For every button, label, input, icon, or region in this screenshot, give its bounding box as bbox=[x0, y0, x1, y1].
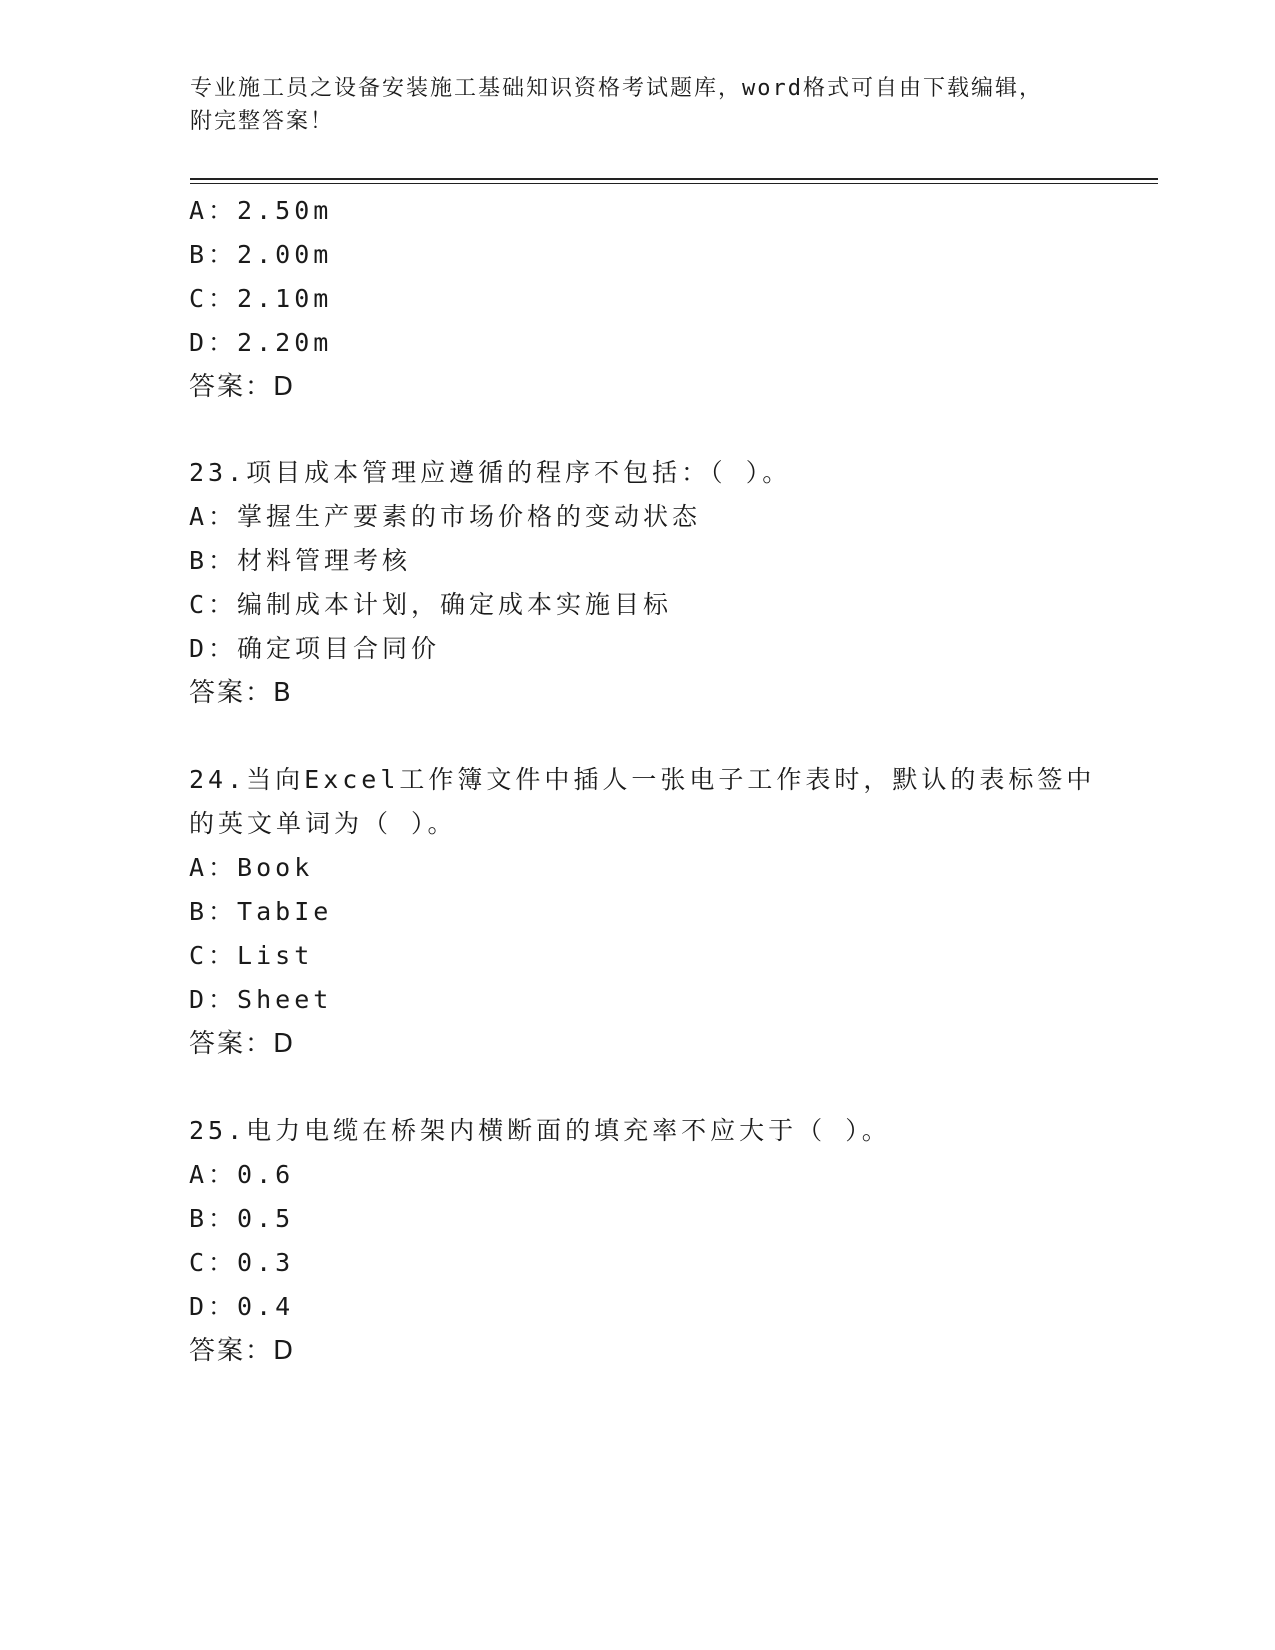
q24-option-c: C：List bbox=[189, 941, 314, 970]
q23-option-a: A：掌握生产要素的市场价格的变动状态 bbox=[189, 502, 702, 531]
q23-stem: 23.项目成本管理应遵循的程序不包括：（ ）。 bbox=[189, 458, 792, 487]
q22-option-a: A：2.50m bbox=[189, 196, 333, 225]
q25-option-d: D：0.4 bbox=[189, 1292, 295, 1321]
q25-answer: 答案：D bbox=[189, 1336, 296, 1366]
q22-option-b: B：2.00m bbox=[189, 240, 333, 269]
q25-stem: 25.电力电缆在桥架内横断面的填充率不应大于（ ）。 bbox=[189, 1116, 891, 1145]
q23-option-d: D：确定项目合同价 bbox=[189, 634, 441, 663]
q25-option-c: C：0.3 bbox=[189, 1248, 295, 1277]
q23-option-c: C：编制成本计划，确定成本实施目标 bbox=[189, 590, 673, 619]
q24-stem-line-2: 的英文单词为（ ）。 bbox=[189, 809, 457, 838]
q22-option-c: C：2.10m bbox=[189, 284, 333, 313]
q25-option-a: A：0.6 bbox=[189, 1160, 295, 1189]
header-title-line-1: 专业施工员之设备安装施工基础知识资格考试题库，word格式可自由下载编辑， bbox=[190, 76, 1043, 101]
q24-option-d: D：Sheet bbox=[189, 985, 333, 1014]
header-divider-thick bbox=[190, 178, 1158, 180]
document-header bbox=[190, 72, 1090, 138]
q23-option-b: B：材料管理考核 bbox=[189, 546, 412, 575]
q24-stem-line-1: 24.当向Excel工作簿文件中插人一张电子工作表时，默认的表标签中 bbox=[189, 765, 1096, 794]
header-divider-thin bbox=[190, 183, 1158, 184]
q23-answer: 答案：B bbox=[189, 678, 293, 708]
q25-option-b: B：0.5 bbox=[189, 1204, 295, 1233]
header-title-line-2: 附完整答案！ bbox=[190, 109, 335, 134]
q24-option-b: B：TabIe bbox=[189, 897, 333, 926]
q24-answer: 答案：D bbox=[189, 1029, 296, 1059]
q22-answer: 答案：D bbox=[189, 372, 296, 402]
q24-option-a: A：Book bbox=[189, 853, 314, 882]
q22-option-d: D：2.20m bbox=[189, 328, 333, 357]
